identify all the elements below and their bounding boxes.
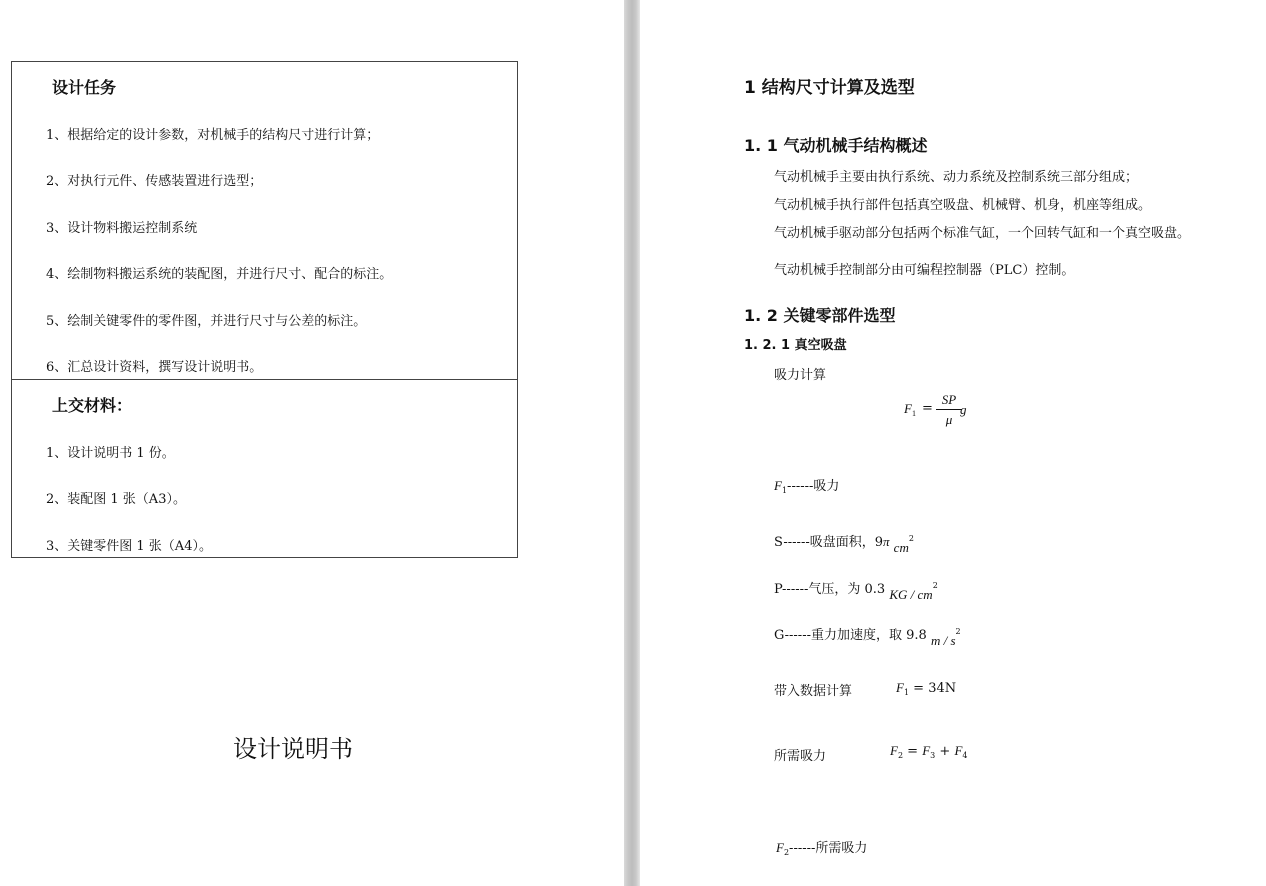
paragraph: 气动机械手驱动部分包括两个标准气缸，一个回转气缸和一个真空吸盘。 [774, 226, 1191, 241]
formula-lhs: $F_1$ [904, 401, 916, 418]
definition-s: S------吸盘面积，9π $cm^2$ [774, 534, 914, 555]
definition-f1: $F_1------$吸力 [774, 478, 840, 495]
force-calc-label: 吸力计算 [774, 368, 827, 383]
design-task-box [11, 61, 518, 380]
task-item: 2、对执行元件、传感装置进行选型； [46, 174, 263, 189]
definition-f2: $F_2------$所需吸力 [776, 840, 868, 857]
submit-materials-heading: 上交材料： [52, 396, 133, 415]
formula-g: g [960, 402, 967, 417]
required-force-label: 所需吸力 [774, 749, 827, 764]
right-page [640, 0, 1266, 886]
task-item: 1、根据给定的设计参数，对机械手的结构尺寸进行计算； [46, 128, 380, 143]
task-item: 3、设计物料搬运控制系统 [46, 221, 198, 236]
substitute-label: 带入数据计算 [774, 684, 853, 699]
paragraph: 气动机械手控制部分由可编程控制器（PLC）控制。 [774, 263, 1075, 278]
submit-materials-box [11, 379, 518, 558]
submit-item: 3、关键零件图 1 张（A4）。 [46, 539, 212, 554]
definition-g: G------重力加速度，取 9.8 m / $s^2$ [774, 627, 961, 648]
fraction-denominator: μ [945, 412, 953, 427]
paragraph: 气动机械手执行部件包括真空吸盘、机械臂、机身，机座等组成。 [774, 198, 1152, 213]
formula-equals: = [922, 401, 933, 416]
section-heading-1-1: 1. 1 气动机械手结构概述 [744, 136, 928, 155]
substitute-result: $F_1 = 34N$ [896, 680, 957, 697]
required-force-formula: $F_2 = F_3 + F_4$ [890, 743, 968, 760]
submit-item: 1、设计说明书 1 份。 [46, 446, 175, 461]
subsection-heading-1-2-1: 1. 2. 1 真空吸盘 [744, 338, 847, 353]
design-task-heading: 设计任务 [52, 78, 117, 97]
definition-p: P------气压，为 0.3 KG / $cm^2$ [774, 581, 938, 602]
task-item: 5、绘制关键零件的零件图，并进行尺寸与公差的标注。 [46, 314, 367, 329]
task-item: 6、汇总设计资料，撰写设计说明书。 [46, 360, 263, 375]
formula-fraction [936, 392, 962, 427]
task-item: 4、绘制物料搬运系统的装配图，并进行尺寸、配合的标注。 [46, 267, 393, 282]
paragraph: 气动机械手主要由执行系统、动力系统及控制系统三部分组成； [774, 170, 1139, 185]
document-title: 设计说明书 [233, 735, 353, 763]
left-page [0, 0, 624, 886]
fraction-numerator: SP [941, 392, 957, 407]
page-gutter [624, 0, 640, 886]
fraction-bar [936, 409, 962, 410]
section-heading-1-2: 1. 2 关键零部件选型 [744, 306, 896, 325]
chapter-heading: 1 结构尺寸计算及选型 [744, 78, 915, 98]
submit-item: 2、装配图 1 张（A3）。 [46, 492, 186, 507]
